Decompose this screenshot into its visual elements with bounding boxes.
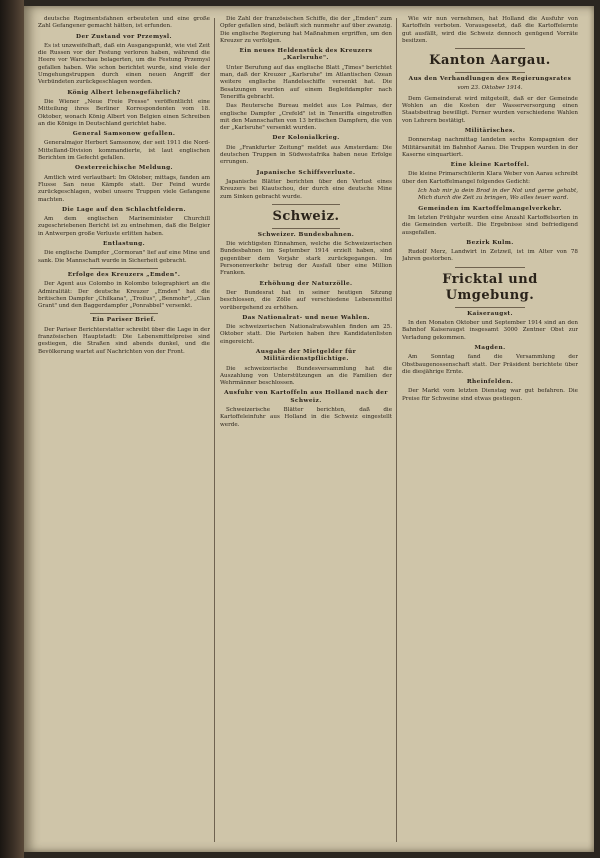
- separator: [90, 313, 159, 314]
- article-heading: Der Zustand vor Przemysl.: [76, 33, 172, 40]
- article-text: Die Wiener „Neue Freie Presse" veröffentlicht eine Mitteilung ihres Berliner Korrespondenten vom 18. Oktober, wonach König Albert von Belgien einen Schreiben an die Könige in Deutschland gerichtet habe.: [38, 98, 210, 127]
- article-text: Amtlich wird verlautbart: Im Oktober, mittags, fanden am Flusse San neue Kämpfe statt. Der Feind wurde zurückgeschlagen, wobei unsere Truppen viele Gefangene machten.: [38, 174, 210, 203]
- article-text: Der Pariser Berichterstatter schreibt über die Lage in der französischen Hauptstadt: Die Lebensmittelpreise sind gestiegen, die Straßen sind abends dunkel, und die Bevölkerung wartet auf Nachrichten von der Front.: [38, 326, 210, 355]
- article-heading: Bezirk Kulm.: [466, 239, 514, 246]
- article-text: In den Monaten Oktober und September 1914 sind an den Bahnhof Kaiseraugst insgesamt 3000 Zentner Obst zur Verladung gekommen.: [402, 320, 578, 341]
- article-heading: Ausgabe der Mietgelder für Militärdienstpflichtige.: [255, 348, 357, 363]
- poem: Ich hab mir ja dein Brod in der Not und gerne gehabt, Mich durch die Zeit zu bringen, Wo alles teuer ward.: [418, 188, 578, 202]
- article-text: Im letzten Frühjahr wurden eine Anzahl Kartoffelsorten in die Gemeinden verteilt. Die Ergebnisse sind befriedigend ausgefallen.: [402, 214, 578, 236]
- article-text: Die englische Dampfer „Cormoran" lief auf eine Mine und sank. Die Mannschaft wurde in Sicherheit gebracht.: [38, 250, 210, 264]
- article-heading: Das Nationalrat- und neue Wahlen.: [242, 314, 370, 321]
- separator: [455, 72, 525, 73]
- column-rule: [214, 18, 215, 842]
- article-heading: Kaiseraugst.: [467, 310, 513, 317]
- article-heading: Magden.: [474, 344, 506, 351]
- article-text: Am dem englischen Marineminister Churchill zugeschriebenen Bericht ist zu entnehmen, daß die Belgier in Antwerpen große Verluste erlitten haben.: [38, 216, 210, 237]
- book-spine: [0, 0, 24, 858]
- article-text: Dem Gemeinderat wird mitgeteilt, daß er der Gemeinde Wohlen an die Kosten der Wasserversorgung einen Staatsbeitrag bewilligt. Ferner wurden verschiedene Wahlen von Lehrern bestätigt.: [402, 95, 578, 124]
- article-text: Rudolf Merz, Landwirt in Zetzwil, ist im Alter von 78 Jahren gestorben.: [402, 249, 578, 263]
- article-text: Die wichtigsten Einnahmen, welche die Schweizerischen Bundesbahnen im September 1914 erzielt haben, sind gegenüber dem Vorjahr stark zurückgegangen. Im Personenverkehr betrug der Ausfall über eine Million Franken.: [220, 241, 392, 277]
- article-heading: Ein neues Heldenstück des Kreuzers „Karlsruhe".: [239, 48, 373, 62]
- article-text: Unter Berufung auf das englische Blatt „Times" berichtet man, daß der Kreuzer „Karlsruhe" im Atlantischen Ozean weitere englische Handelsschiffe versenkt hat. Die Besatzungen wurden auf einem Begleitdampfer nach Teneriffa gebracht.: [220, 64, 392, 100]
- article-text: Der Bundesrat hat in seiner heutigen Sitzung beschlossen, die Zölle auf verschiedene Lebensmittel vorübergehend zu erhöhen.: [220, 289, 392, 311]
- article-heading: Schweizer. Bundesbahnen.: [257, 231, 355, 238]
- separator: [90, 268, 159, 269]
- article-text: Das Reutersche Bureau meldet aus Los Palmas, der englische Dampfer „Crefeld" ist in Teneriffa eingetroffen mit den Mannschaften von 13 britischen Dampfern, die von der „Karlsruhe" versenkt wurden.: [220, 103, 392, 132]
- article-text: Es ist unzweifelhaft, daß ein Ausgangspunkt, wie viel Zeit die Russen vor der Festung verloren haben, während die Heere vor Warschau belagerten, um die Festung Przemysl gefallen haben. Wie schon berichtet wurde, sind viele der Umgehungstruppen durch einen neuen Angriff der Verbündeten zurückgeschlagen worden.: [38, 42, 210, 86]
- newspaper-page: [24, 6, 594, 852]
- separator: [272, 228, 341, 229]
- section-title: Fricktal und Umgebung.: [442, 271, 538, 303]
- article-text: Der Markt vom letzten Dienstag war gut befahren. Die Preise für Schweine sind etwas gestiegen.: [402, 388, 578, 402]
- article-heading: Aus den Verhandlungen des Regierungsrates: [408, 76, 572, 83]
- column-1: [38, 16, 210, 844]
- article-heading: Der Kolonialkrieg.: [272, 135, 340, 142]
- article-heading: General Samsonow gefallen.: [72, 131, 176, 138]
- article-text: Japanische Blätter berichten über den Verlust eines Kreuzers bei Kiautschou, der durch eine deutsche Mine zum Sinken gebracht wurde.: [220, 178, 392, 200]
- article-text: deutsche Regimentsfahnen erbeuteten und eine große Zahl Gefangener gemacht hätten, ist erfunden.: [38, 16, 210, 30]
- article-heading: Oesterreichische Meldung.: [75, 165, 173, 172]
- column-3: [402, 16, 578, 844]
- separator: [455, 307, 525, 308]
- article-text: Die Zahl der französischen Schiffe, die der „Emden" zum Opfer gefallen sind, beläuft sich nunmehr auf über zwanzig. Die englische Regierung hat Maßnahmen ergriffen, um den Kreuzer zu verfolgen.: [220, 16, 392, 44]
- article-text: Die schweizerische Bundesversammlung hat die Auszahlung von Unterstützungen an die Familien der Wehrmänner beschlossen.: [220, 365, 392, 387]
- article-heading: Die Lage auf den Schlachtfeldern.: [62, 206, 186, 213]
- section-title: Kanton Aargau.: [429, 53, 551, 69]
- article-heading: König Albert lebensgefährlich?: [67, 89, 181, 96]
- separator: [455, 48, 525, 49]
- article-text: Wie wir nun vernehmen, hat Holland die Ausfuhr von Kartoffeln verboten. Vorausgesetzt, daß die Kartoffelernte gut ausfällt, wird die Schweiz dennoch genügend Vorräte besitzen.: [402, 16, 578, 44]
- article-heading: Erhöhung der Naturzölle.: [259, 280, 353, 287]
- article-text: Die schweizerischen Nationalratswahlen finden am 25. Oktober statt. Die Parteien haben ihre Kandidatenlisten eingereicht.: [220, 324, 392, 345]
- separator: [455, 267, 525, 268]
- article-text: Schweizerische Blätter berichten, daß die Kartoffeleinfuhr aus Holland in die Schweiz eingestellt werde.: [220, 407, 392, 428]
- article-text: Die kleine Primarschülerin Klara Weber von Aarau schreibt über den Kartoffelmangel folgendes Gedicht:: [402, 171, 578, 185]
- article-heading: Eine kleine Kartoffel.: [450, 162, 530, 169]
- article-heading: Ausfuhr von Kartoffeln aus Holland nach der Schweiz.: [224, 390, 388, 404]
- article-heading: Entlastung.: [102, 241, 146, 248]
- article-text: Generalmajor Herbert Samsonow, der seit 1911 die Nord-Mittelland-Division kommandierte, ist laut englischen Berichten im Gefecht gefallen.: [38, 140, 210, 162]
- article-heading: Japanische Schiffsverluste.: [256, 169, 356, 176]
- article-heading: Rheinfelden.: [466, 379, 514, 386]
- article-heading: Ein Pariser Brief.: [92, 317, 156, 324]
- article-date: vom 23. Oktober 1914.: [457, 85, 523, 92]
- column-rule: [396, 18, 397, 842]
- article-text: Donnerstag nachmittag landeten sechs Kompagnien der Militärsanität im Bahnhof Aarau. Die Truppen wurden in der Kaserne einquartiert.: [402, 137, 578, 158]
- article-heading: Gemeinden im Kartoffelmangelverkehr.: [418, 205, 562, 212]
- article-text: Der Agent aus Colombo in Kolombo telegraphiert an die Admiralität: Der deutsche Kreuzer „Emden" hat die britischen Dampfer „Chilkana", „Troilus", „Benmohr", „Clan Grant" und den Baggerdampfer „Ponrabbel" versenkt.: [38, 281, 210, 310]
- article-text: Am Sonntag fand die Versammlung der Obstbaugenossenschaft statt. Der Präsident berichtete über die diesjährige Ernte.: [402, 354, 578, 375]
- article-text: Die „Frankfurter Zeitung" meldet aus Amsterdam: Die deutschen Truppen in Südwestafrika haben neue Erfolge errungen.: [220, 144, 392, 166]
- article-heading: Erfolge des Kreuzers „Emden".: [67, 271, 181, 278]
- column-2: [220, 16, 392, 844]
- section-title: Schweiz.: [272, 208, 340, 224]
- article-heading: Militärisches.: [464, 127, 516, 134]
- separator: [272, 204, 341, 205]
